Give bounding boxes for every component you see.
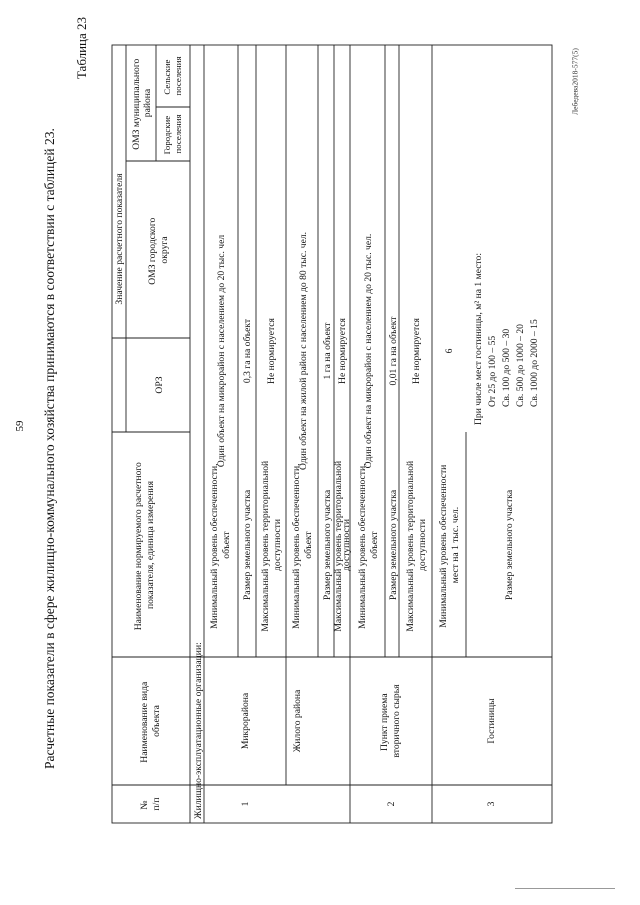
header-num: № п/п	[139, 797, 162, 811]
row-1b-min: Минимальный уровень обеспеченности, объект	[291, 463, 314, 629]
page-number: 59	[14, 420, 26, 432]
row-2-size-value: 0,01 га на объект	[388, 316, 399, 386]
row-1a-min: Минимальный уровень обеспеченности, объект	[209, 463, 232, 629]
page-title: Расчетные показатели в сфере жилищно-коммунального хозяйства принимаются в соответствии с таблицей 23.	[42, 128, 57, 769]
row-1b-access-value: Не нормируется	[337, 318, 348, 384]
row-1a-size: Размер земельного участка	[242, 489, 253, 601]
row-1b-size-value: 1 га на объект	[322, 322, 333, 380]
row-2-size: Размер земельного участка	[388, 489, 399, 601]
row-2-min-value: Один объект на микрорайон с населением до 20 тыс. чел.	[363, 233, 374, 469]
header-rural: Сельские поселения	[162, 56, 183, 96]
header-object: Наименование вида объекта	[139, 681, 162, 763]
row-3-size-value: При числе мест гостиницы, м² на 1 место: От 25 до 100 – 55 Св. 100 до 500 – 30 Св. 500 до 1000 – 20 Св. 1000 до 2000 – 15	[473, 253, 540, 425]
row-2-access-value: Не нормируется	[411, 318, 422, 384]
row-1a-min-value: Один объект на микрорайон с населением до 20 тыс. чел	[216, 234, 227, 468]
row-3-size: Размер земельного участка	[504, 489, 515, 601]
row-1a-size-value: 0,3 га на объект	[242, 318, 253, 384]
row-1b-access: Максимальный уровень территориальной доступности	[333, 460, 352, 632]
section-heading: Жилищно-эксплуатационные организации:	[193, 642, 204, 819]
row-3-number: 3	[486, 801, 497, 807]
header-values: Значение расчетного показателя	[114, 173, 125, 305]
header-orz: ОРЗ	[154, 376, 165, 394]
row-1a-access-value: Не нормируется	[266, 318, 277, 384]
header-omz-city: ОМЗ городского округа	[147, 217, 170, 285]
row-1-number: 1	[240, 801, 251, 807]
row-1a-object: Микрорайона	[240, 692, 251, 750]
row-2-number: 2	[386, 801, 397, 807]
row-3-min: Минимальный уровень обеспеченности мест на 1 тыс. чел.	[438, 464, 461, 628]
row-1b-min-value: Один объект на жилой район с населением до 80 тыс. чел.	[298, 231, 309, 471]
header-indicator: Наименование нормируемого расчетного показателя, единица измерения	[133, 462, 156, 631]
row-2-min: Минимальный уровень обеспеченности, объект	[357, 463, 380, 629]
row-2-object: Пункт приема вторичного сырья	[379, 684, 402, 758]
table-number: Таблица 23	[74, 16, 89, 80]
row-1a-access: Максимальный уровень территориальной доступности	[260, 460, 283, 632]
footer-code: Лебедева2018-577(5)	[570, 48, 580, 115]
row-3-min-value: 6	[444, 348, 455, 354]
header-omz-district: ОМЗ муниципального района	[131, 58, 153, 150]
row-2-access: Максимальный уровень территориальной доступности	[405, 460, 428, 632]
row-3-object: Гостиницы	[486, 698, 497, 744]
row-1b-size: Размер земельного участка	[322, 489, 333, 601]
row-1b-object: Жилого района	[292, 689, 303, 753]
header-urban: Городские поселения	[162, 114, 183, 155]
